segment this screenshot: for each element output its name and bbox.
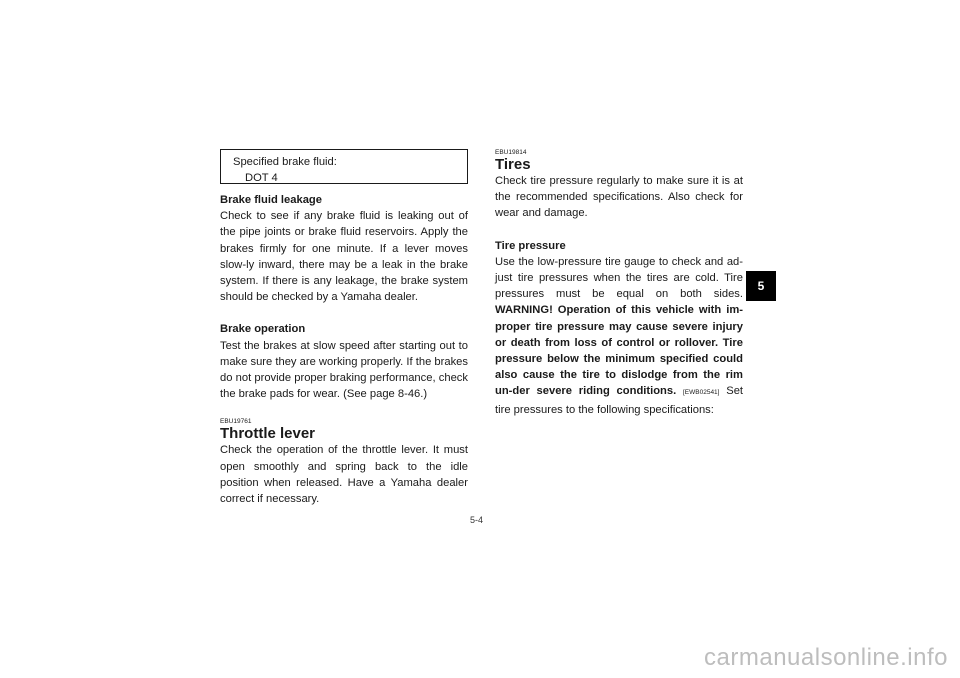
tires-body: Check tire pressure regularly to make sure it is at the recommended specifications. Also check for wear and damage. [495, 175, 743, 220]
tire-pressure-warning-code: [EWB02541] [682, 389, 720, 397]
brake-fluid-leakage-heading: Brake fluid leakage [220, 194, 322, 206]
brake-operation-body: Test the brakes at slow speed after starting out to make sure they are working properly. If the brakes do not provide proper braking performance, check the brake pads for wear. (See page 8-46.) [220, 339, 468, 401]
throttle-lever-code: EBU19761 [220, 418, 252, 426]
left-column [220, 149, 468, 507]
tire-pressure-warning: WARNING! Operation of this vehicle with im-proper tire pressure may cause severe injury or death from loss of control or rollover. Tire pressure below the minimum specified could also cause the tire to dislodge from the rim un-der severe riding conditions. [495, 304, 743, 398]
tire-pressure-outro: Set tire pressures to the following specifications: [495, 385, 744, 416]
throttle-lever-body: Check the operation of the throttle lever. It must open smoothly and spring back to the idle position when released. Have a Yamaha dealer correct if necessary. [220, 444, 468, 506]
right-column [495, 149, 743, 418]
brake-operation-heading: Brake operation [220, 323, 306, 336]
brake-fluid-leakage-body: Check to see if any brake fluid is leaking out of the pipe joints or brake fluid reservoirs. Apply the brakes firmly for one minute. If a lever moves slow-ly inward, there may be a leak in the brake system. If there is any leakage, the brake system should be checked by a Yamaha dealer. [220, 210, 468, 304]
page-number: 5-4 [470, 515, 484, 525]
spec-label: Specified brake fluid: [233, 156, 337, 168]
spec-value: DOT 4 [245, 172, 278, 185]
watermark: carmanualsonline.info [704, 644, 948, 671]
tire-pressure-heading: Tire pressure [495, 239, 566, 252]
tires-title: Tires [495, 156, 531, 173]
tire-pressure-intro: Use the low-pressure tire gauge to check and ad-just tire pressures when the tires are cold. Tire pressures must be equal on both sides. [495, 255, 743, 301]
spec-box-brake-fluid [220, 149, 468, 184]
chapter-tab: 5 [746, 271, 776, 301]
tires-code: EBU19814 [495, 149, 527, 156]
tire-pressure-body [495, 254, 743, 418]
throttle-lever-title: Throttle lever [220, 425, 316, 443]
